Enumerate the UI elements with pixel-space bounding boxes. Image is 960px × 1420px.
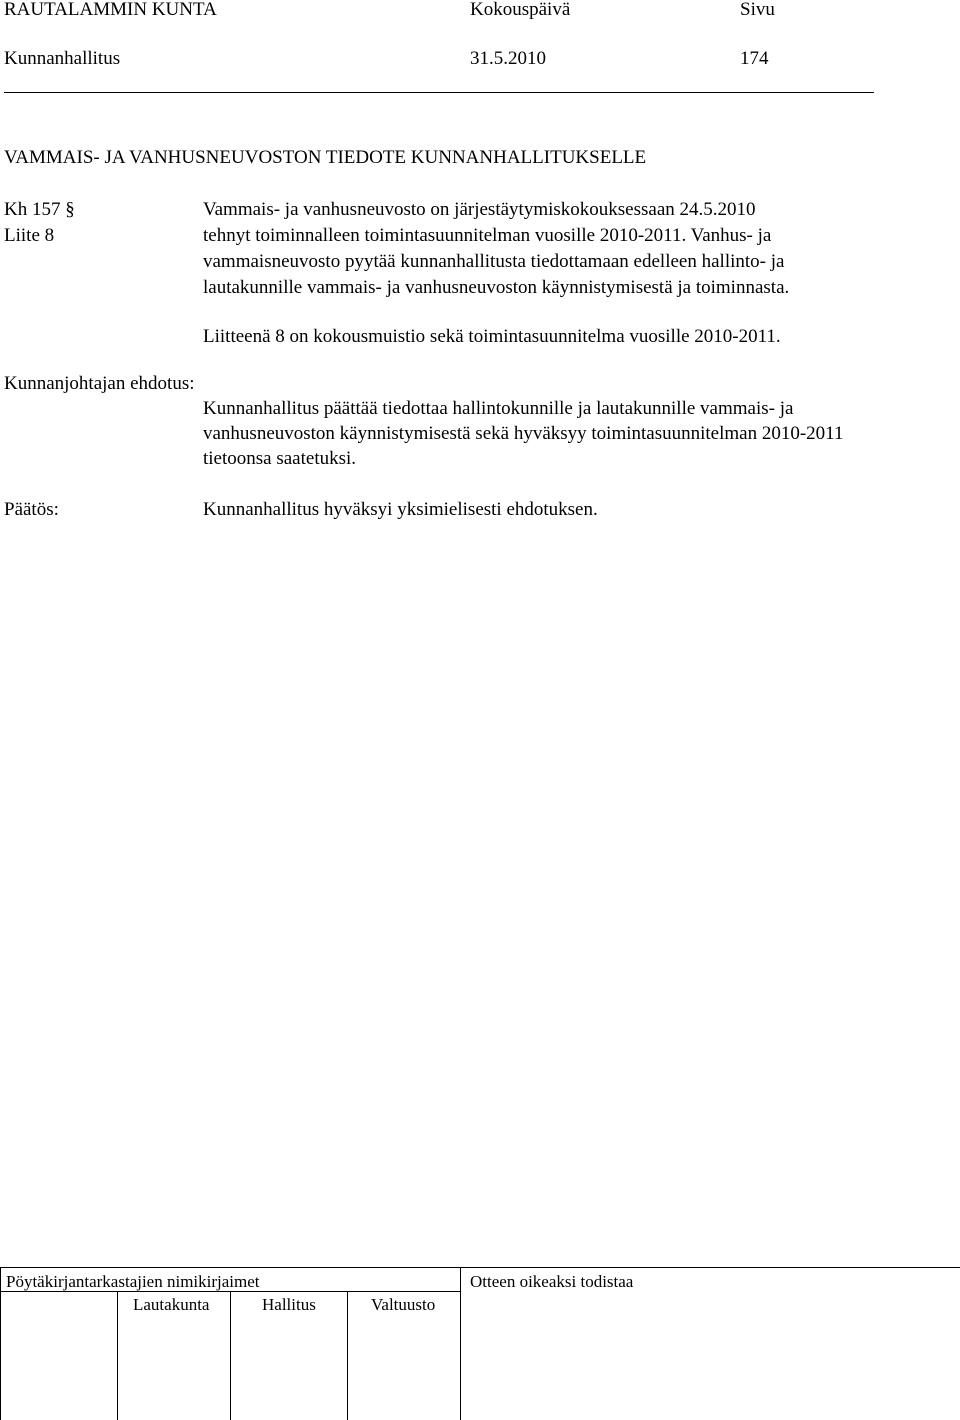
body-line-3: vammaisneuvosto pyytää kunnanhallitusta tiedottamaan edelleen hallinto- ja [203, 251, 785, 272]
decision-label: Päätös: [4, 499, 59, 520]
body-line-2: tehnyt toiminnalleen toimintasuunnitelman vuosille 2010-2011. Vanhus- ja [203, 225, 772, 246]
sig-col-divider-1 [117, 1291, 118, 1420]
proposal-text: Kunnanhallitus päättää tiedottaa hallintokunnille ja lautakunnille vammais- ja vanhusneuvoston käynnistymisestä sekä hyväksyy toimintasuunnitelman 2010-2011 tietoonsa saatetuksi. [203, 398, 844, 469]
section-number: Kh 157 [4, 199, 61, 220]
sig-col-divider-2 [230, 1291, 231, 1420]
body-line-4: lautakunnille vammais- ja vanhusneuvoston käynnistymisestä ja toiminnasta. [203, 277, 790, 298]
certify-label: Otteen oikeaksi todistaa [470, 1272, 634, 1291]
proposal-label: Kunnanjohtajan ehdotus: [4, 373, 195, 394]
signatures-label: Pöytäkirjantarkastajien nimikirjaimet [6, 1272, 260, 1291]
body-name: Kunnanhallitus [4, 48, 121, 69]
meeting-date: 31.5.2010 [470, 48, 546, 69]
body-line-1: Vammais- ja vanhusneuvosto on järjestäytymiskokouksessaan 24.5.2010 [203, 199, 756, 220]
municipality-name: RAUTALAMMIN KUNTA [4, 0, 217, 20]
page-number: 174 [740, 48, 769, 69]
meeting-date-label: Kokouspäivä [470, 0, 571, 20]
footer-top-rule [0, 1267, 960, 1268]
attachment-ref: Liite 8 [4, 225, 55, 246]
col-valtuusto: Valtuusto [371, 1295, 436, 1314]
sig-col-divider-3 [347, 1291, 348, 1420]
section-sign: § [65, 199, 75, 220]
section-ref [4, 200, 75, 219]
document-title: VAMMAIS- JA VANHUSNEUVOSTON TIEDOTE KUNNANHALLITUKSELLE [4, 147, 647, 168]
page-label: Sivu [740, 0, 775, 20]
col-hallitus: Hallitus [262, 1295, 316, 1314]
header-rule [4, 92, 874, 93]
footer-left-border [0, 1267, 1, 1420]
decision-text: Kunnanhallitus hyväksyi yksimielisesti ehdotuksen. [203, 499, 598, 520]
footer-divider [460, 1267, 461, 1420]
col-lautakunta: Lautakunta [133, 1295, 210, 1314]
attachment-note: Liitteenä 8 on kokousmuistio sekä toimintasuunnitelma vuosille 2010-2011. [203, 326, 781, 347]
